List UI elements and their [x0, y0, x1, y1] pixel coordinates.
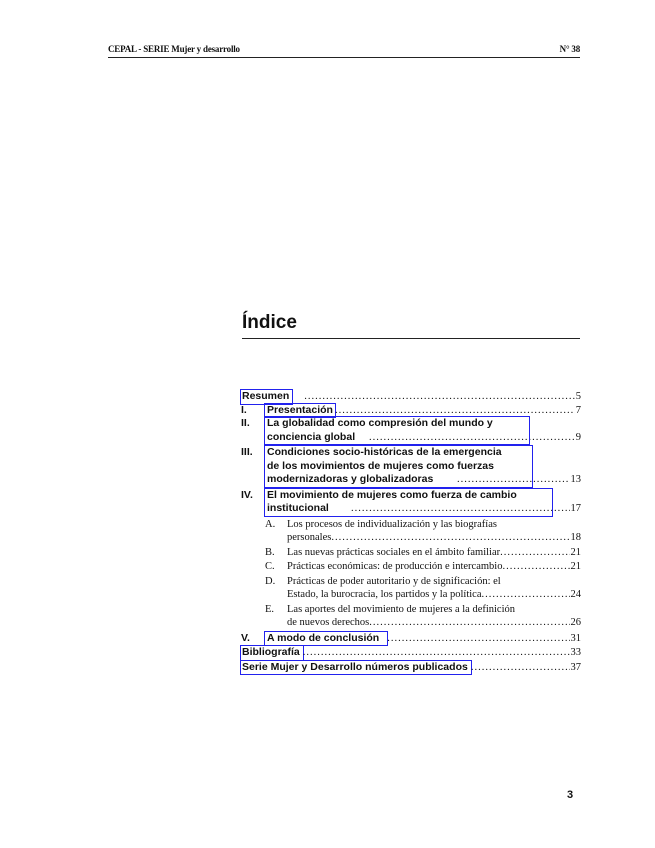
toc-entry-resumen[interactable]	[241, 390, 581, 404]
toc-page-number: 7	[575, 404, 581, 416]
leader-dots	[303, 646, 570, 660]
toc-entry-text-line: Condiciones socio-históricas de la emergencia	[267, 446, 502, 458]
header-issue-number: N° 38	[559, 44, 580, 54]
toc-entry-text-line: Los procesos de individualización y las biografías	[287, 518, 497, 530]
toc-page-number: 13	[570, 474, 581, 485]
toc-entry-text-line: La globalidad como compresión del mundo y	[267, 417, 493, 429]
toc-entry-text-line: de los movimientos de mujeres como fuerzas	[267, 459, 494, 472]
toc-subentry-a[interactable]	[241, 518, 581, 545]
toc-subsection-letter: B.	[265, 546, 275, 558]
toc-entry-text-line: conciencia global	[267, 430, 356, 443]
toc-entry-text: Las nuevas prácticas sociales en el ámbito familiar	[287, 546, 501, 558]
toc-subsection-letter: C.	[265, 561, 275, 572]
toc-entry-serie[interactable]	[241, 661, 581, 675]
toc-entry-text-line: El movimiento de mujeres como fuerza de cambio	[267, 488, 517, 501]
toc-subentry-d[interactable]	[241, 575, 581, 602]
leader-dots	[457, 473, 570, 487]
leader-dots	[335, 404, 575, 418]
toc-page-number: 31	[570, 632, 581, 644]
toc-section-number: III.	[241, 446, 253, 458]
toc-section-number: IV.	[241, 488, 253, 501]
leader-dots	[331, 531, 569, 545]
toc-subsection-letter: D.	[265, 575, 276, 587]
leader-dots	[369, 431, 575, 445]
toc-entry-bibliografia[interactable]	[241, 646, 581, 660]
toc-entry-text-line: modernizadoras y globalizadoras	[267, 473, 434, 485]
toc-entry-text: A modo de conclusión	[267, 631, 380, 644]
running-header	[108, 44, 580, 58]
toc-entry-text: Presentación	[267, 403, 333, 416]
toc-page-number: 18	[570, 532, 581, 543]
header-series-title: CEPAL - SERIE Mujer y desarrollo	[108, 44, 240, 54]
toc-page-number: 9	[575, 431, 581, 443]
toc-page-number: 5	[575, 391, 581, 402]
toc-page-number: 33	[570, 647, 581, 658]
toc-subentry-e[interactable]	[241, 603, 581, 630]
leader-dots	[351, 502, 570, 516]
toc-entry-text-line: personales	[287, 532, 332, 543]
toc-entry-text-line: institucional	[267, 502, 329, 514]
toc-link-bibliografia[interactable]	[241, 646, 303, 660]
toc-entry-text: Resumen	[242, 390, 290, 402]
toc-entry-conclusion[interactable]	[241, 632, 581, 646]
table-of-contents	[241, 390, 581, 674]
page-number: 3	[567, 789, 574, 801]
toc-entry-text: Bibliografía	[242, 646, 300, 658]
leader-dots	[369, 616, 569, 630]
toc-link-conclusion[interactable]	[265, 632, 387, 646]
toc-entry-movimiento[interactable]	[241, 489, 581, 516]
toc-entry-text: Serie Mujer y Desarrollo números publicados	[242, 660, 468, 673]
toc-link-serie[interactable]	[241, 661, 471, 675]
toc-entry-text-line: Las aportes del movimiento de mujeres a la definición	[287, 603, 516, 615]
toc-entry-text-line: Estado, la burocracia, los partidos y la política	[287, 589, 482, 600]
toc-subsection-letter: A.	[265, 518, 276, 530]
leader-dots	[387, 632, 569, 646]
toc-page-number: 17	[570, 503, 581, 514]
toc-section-number: V.	[241, 631, 250, 644]
toc-entry-text-line: Prácticas de poder autoritario y de significación: el	[287, 575, 501, 587]
leader-dots	[471, 661, 570, 675]
leader-dots	[500, 546, 569, 560]
leader-dots	[304, 390, 574, 404]
toc-subentry-c[interactable]	[241, 560, 581, 574]
toc-page-number: 21	[570, 561, 581, 572]
toc-link-presentacion[interactable]	[265, 404, 335, 418]
toc-page-number: 21	[570, 546, 581, 558]
toc-subentry-b[interactable]	[241, 546, 581, 560]
toc-entry-text-line: de nuevos derechos	[287, 617, 370, 628]
toc-entry-globalidad[interactable]	[241, 417, 581, 444]
toc-entry-condiciones[interactable]	[241, 446, 581, 487]
toc-subsection-letter: E.	[265, 603, 275, 615]
toc-page-number: 26	[570, 617, 581, 628]
toc-page-number: 24	[570, 589, 581, 600]
toc-section-number: I.	[241, 403, 247, 416]
leader-dots	[481, 588, 569, 602]
toc-section-number: II.	[241, 417, 250, 429]
toc-entry-text: Prácticas económicas: de producción e intercambio	[287, 561, 503, 572]
toc-link-resumen[interactable]	[241, 390, 292, 404]
toc-entry-presentacion[interactable]	[241, 404, 581, 418]
leader-dots	[502, 560, 569, 574]
toc-page-number: 37	[570, 661, 581, 673]
index-title: Índice	[242, 312, 580, 339]
